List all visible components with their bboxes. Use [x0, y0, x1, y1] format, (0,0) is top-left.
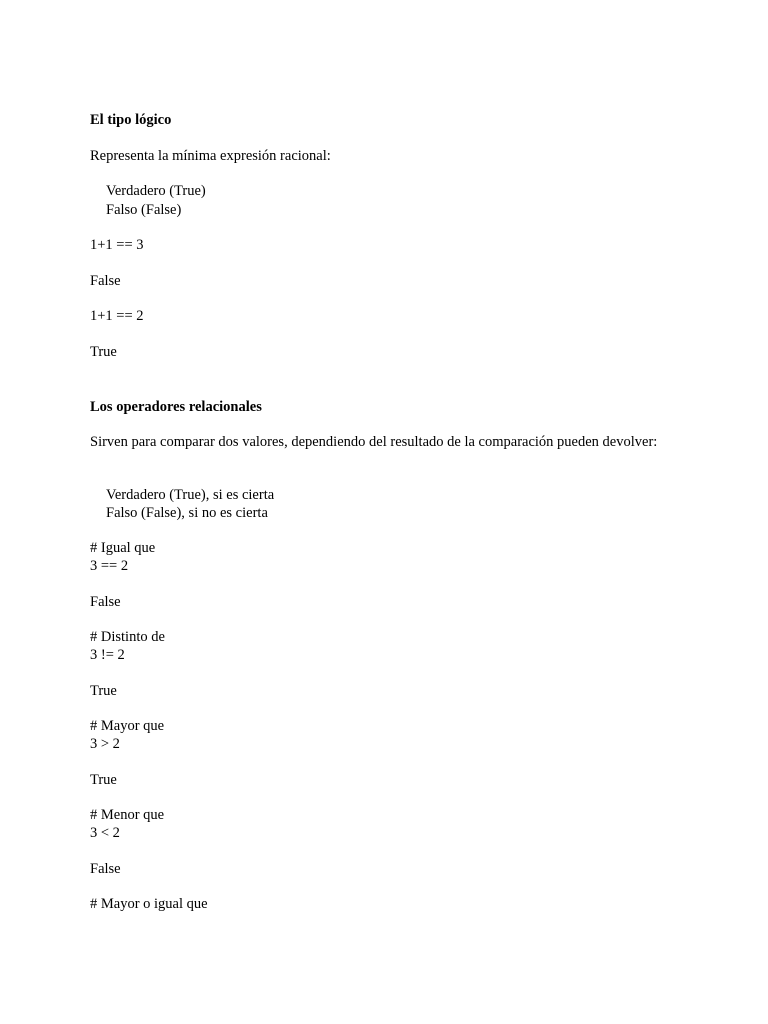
- example-expression: 1+1 == 2: [90, 308, 144, 324]
- code-comment: # Distinto de: [90, 629, 165, 645]
- section-heading-relational-operators: Los operadores relacionales: [90, 399, 262, 415]
- code-comment: # Mayor que: [90, 718, 165, 734]
- example-result: False: [90, 273, 121, 289]
- example-expression: 3 != 2: [90, 647, 125, 663]
- value-false-text: Falso (False), si no es cierta: [106, 505, 268, 521]
- example-expression: 3 < 2: [90, 825, 120, 841]
- example-result: True: [90, 683, 117, 699]
- value-true-text: Verdadero (True): [106, 183, 206, 199]
- section-heading-logical-type: El tipo lógico: [90, 112, 172, 128]
- example-result: True: [90, 344, 117, 360]
- example-expression: 1+1 == 3: [90, 237, 144, 253]
- section-intro-paragraph: Sirven para comparar dos valores, dependiendo del resultado de la comparación pueden devolver:: [90, 434, 658, 450]
- code-comment: # Mayor o igual que: [90, 896, 208, 912]
- example-result: True: [90, 772, 117, 788]
- code-comment: # Igual que: [90, 540, 156, 556]
- example-result: False: [90, 594, 121, 610]
- value-true-text: Verdadero (True), si es cierta: [106, 487, 275, 503]
- value-false-text: Falso (False): [106, 202, 182, 218]
- example-expression: 3 > 2: [90, 736, 120, 752]
- example-result: False: [90, 861, 121, 877]
- example-expression: 3 == 2: [90, 558, 129, 574]
- section-intro-text: Representa la mínima expresión racional:: [90, 148, 331, 164]
- code-comment: # Menor que: [90, 807, 165, 823]
